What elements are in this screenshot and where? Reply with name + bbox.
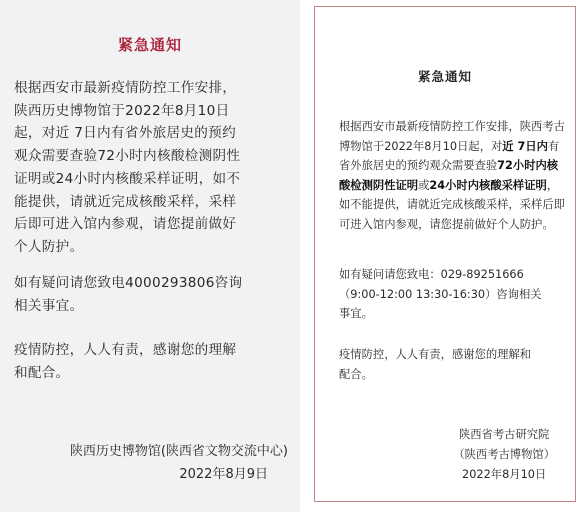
bold-text-segment: 72小时内核酸检测阴性证明 <box>339 159 559 192</box>
signature-sub-org: （陕西考古博物馆） <box>453 448 555 461</box>
right-notice-paragraph-1 <box>339 117 565 235</box>
text-segment: ，如不能提供，请就近完成核酸采样，采样后即可进入馆内参观，请您提前做好个人防护。 <box>339 178 565 231</box>
signature-org: 陕西历史博物馆(陕西省文物交流中心) <box>69 444 288 459</box>
left-notice-title: 紧急通知 <box>117 36 182 54</box>
signature-org: 陕西省考古研究院 <box>458 428 550 441</box>
text-line: 个人防护。 <box>14 238 84 255</box>
right-notice-panel <box>314 6 576 502</box>
text-segment: 有省外旅居史的预约观众需要查验 <box>339 139 560 173</box>
left-notice-signature <box>70 440 288 486</box>
left-notice-paragraph-1 <box>14 77 294 259</box>
text-line: 观众需要查验72小时内核酸检测阴性 <box>14 148 241 165</box>
bold-text-segment: 近 7日内 <box>502 139 548 153</box>
text-line: 疫情防控，人人有责，感谢您的理解 <box>14 342 237 358</box>
text-line: 证明或24小时内核酸采样证明，如不 <box>14 170 241 187</box>
text-line: 根据西安市最新疫情防控工作安排， <box>14 80 237 96</box>
text-line: 配合。 <box>339 367 373 381</box>
right-notice-paragraph-2 <box>339 265 565 324</box>
left-notice-paragraph-3 <box>14 339 294 384</box>
text-line: 陕西历史博物馆于2022年8月10日 <box>14 102 230 119</box>
text-line: 后即可进入馆内参观，请您提前做好 <box>14 216 237 233</box>
text-segment: 根据西安市最新疫情防控工作安排，陕西考古博物馆于2022年8月10日起，对 <box>339 120 565 153</box>
text-line: 疫情防控，人人有责，感谢您的理解和 <box>339 348 532 361</box>
text-line: 如有疑问请您致电：029-89251666 <box>339 268 524 281</box>
right-notice-paragraph-3 <box>339 345 565 384</box>
text-line: 能提供，请就近完成核酸采样，采样 <box>14 193 237 210</box>
text-line: 事宜。 <box>339 307 373 321</box>
bold-text-segment: 24小时内核酸采样证明 <box>429 178 547 192</box>
signature-date: 2022年8月9日 <box>179 467 268 482</box>
text-line: 和配合。 <box>14 364 70 381</box>
signature-date: 2022年8月10日 <box>462 468 547 481</box>
left-notice-paragraph-2 <box>14 272 294 317</box>
text-line: 如有疑问请您致电4000293806咨询 <box>14 275 243 291</box>
text-segment: 或 <box>418 178 430 192</box>
right-notice-title: 紧急通知 <box>417 69 472 84</box>
text-line: 起，对近 7日内有省外旅居史的预约 <box>14 125 236 142</box>
text-line: 相关事宜。 <box>14 297 84 314</box>
right-notice-signature <box>453 425 555 485</box>
text-line: （9:00-12:00 13:30-16:30）咨询相关 <box>339 287 542 301</box>
